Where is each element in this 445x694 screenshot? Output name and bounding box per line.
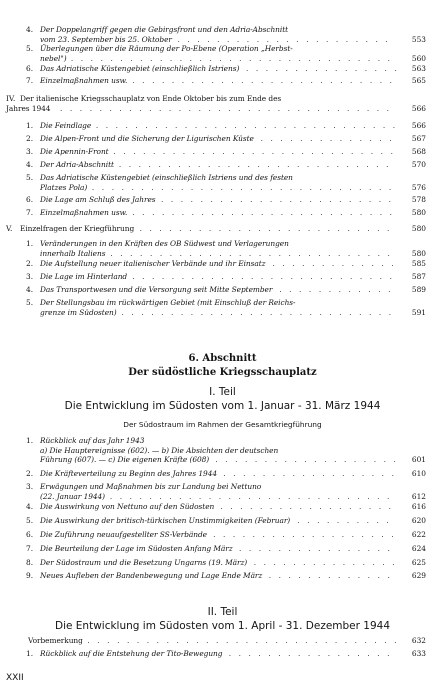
toc-entry-title-line: Das Adriatische Küstengebiet (einschließlich Istriens) [40, 64, 240, 73]
dot-leader: . . . . . . . . . . . . [279, 285, 394, 294]
dot-leader: . . . . . . . . . . . . . . . . . . [220, 502, 394, 511]
toc-entry-number: 9. [26, 571, 34, 580]
toc-entry-title-line: Vorbemerkung [28, 636, 83, 645]
toc-entry-page: 560 [411, 53, 426, 63]
part1-title [0, 394, 445, 413]
dot-leader: . . . . . . . . . . . . . . . . . . . . . . . . . . . . . [113, 147, 396, 156]
toc-entry-number: 1. [26, 239, 34, 248]
dot-leader: . . . . . . . . . . . . . . . . [245, 64, 400, 73]
section-number-text: 6. Abschnitt [188, 353, 257, 364]
toc-entry-title-line: Der Adria-Abschnitt [40, 160, 114, 169]
toc-entry-number: 3. [26, 147, 34, 156]
toc-entry-title-line: Der Südostraum und die Besetzung Ungarns (19. März) [40, 558, 248, 567]
dot-leader: . . . . . . . . . . . . . . . . . . . . . . . . . . . . . . . . [87, 636, 400, 645]
toc-entry-page: 578 [411, 195, 426, 204]
toc-entry-title-line: Einzelmaßnahmen usw. [40, 76, 128, 85]
toc-entry-title-line: Die Lage am Schluß des Jahres [40, 195, 156, 204]
toc-entry-number: 7. [26, 208, 34, 217]
toc-entry-page: 553 [411, 34, 426, 44]
toc-entry-page: 587 [411, 272, 426, 281]
toc-entry-page: 620 [411, 516, 426, 525]
dot-leader: . . . . . . . . . . . . . . . . . . . . . . . . . . . [132, 208, 395, 217]
toc-entry-title-line: a) Die Hauptereignisse (602). — b) Die Absichten der deutschen [40, 445, 279, 455]
dot-leader: . . . . . . . . . . . . . . . . . . . . . . . . . . . . . . . [95, 121, 398, 130]
toc-entry-number: 5. [26, 173, 34, 182]
toc-entry-number: 7. [26, 76, 34, 85]
toc-entry-number: 5. [26, 516, 34, 525]
toc-entry-title-line: Jahres 1944 [6, 103, 51, 113]
toc-entry-page: 566 [411, 121, 426, 130]
toc-entry-page: 589 [411, 285, 426, 294]
toc-entry-title-line: Die Auswirkung von Nettuno auf den Südosten [40, 502, 215, 511]
toc-entry-title-line: Die Apennin-Front [40, 147, 109, 156]
toc-entry-title-line: Die Lage im Hinterland [40, 272, 128, 281]
toc-entry-number: IV. [6, 94, 16, 103]
toc-entry-title-line: Die Zuführung neuaufgestellter SS-Verbände [40, 530, 207, 539]
dot-leader: . . . . . . . . . . . . . . . . . . [223, 469, 397, 478]
toc-entry-title-line: innerhalb Italiens [40, 248, 106, 258]
toc-entry-page: 612 [411, 491, 426, 501]
dot-leader: . . . . . . . . . . . . . [268, 571, 393, 580]
dot-leader: . . . . . . . . . . . . . . . . . . . . . . . . . . . . . . . . . [70, 53, 393, 63]
toc-entry-number: 6. [26, 64, 34, 73]
toc-entry-title-line: Die Beurteilung der Lage im Südosten Anfang März [40, 544, 233, 553]
toc-entry-page: 565 [411, 76, 426, 85]
dot-leader: . . . . . . . . . . . . . . . . . . . . . . [177, 34, 391, 44]
toc-entry-page: 625 [411, 558, 426, 567]
toc-entry-number: 6. [26, 195, 34, 204]
toc-entry-page: 580 [411, 224, 426, 233]
part2-title [0, 614, 445, 633]
toc-entry-page: 629 [411, 571, 426, 580]
toc-entry-title-line: vom 23. September bis 25. Oktober [40, 34, 172, 44]
toc-entry-title-line: grenze im Südosten) [40, 307, 117, 317]
toc-entry-page: 624 [411, 544, 426, 553]
toc-entry-title-line: Die Kräfteverteilung zu Beginn des Jahres 1944 [40, 469, 218, 478]
dot-leader: . . . . . . . . . . . . . . . . . . . [215, 455, 399, 465]
dot-leader: . . . . . . . . . . . . . . . . . . . . . . . . . . . . . [110, 248, 393, 258]
toc-entry-page: 568 [411, 147, 426, 156]
toc-entry-number: 4. [26, 25, 34, 34]
toc-entry-number: 5. [26, 44, 34, 53]
toc-entry-page: 591 [411, 307, 426, 317]
toc-entry-number: 2. [26, 134, 34, 143]
part2-title-text: Die Entwicklung im Südosten vom 1. April - 31. Dezember 1944 [54, 620, 391, 632]
dot-leader: . . . . . . . . . . . . . . . . . . . . . . . . . . . . . [109, 491, 392, 501]
dot-leader: . . . . . . . . . . . . . . . [253, 558, 398, 567]
toc-entry-number: 4. [26, 502, 34, 511]
toc-entry-title-line: Die Alpen-Front und die Sicherung der Ligurischen Küste [40, 134, 254, 143]
dot-leader: . . . . . . . . . . [297, 516, 392, 525]
toc-entry-page: 580 [411, 248, 426, 258]
page-number: XXII [6, 673, 24, 683]
toc-entry-title-line: Führung (607). — c) Die eigenen Kräfte (608) [40, 455, 210, 465]
toc-entry-number: 2. [26, 259, 34, 268]
toc-entry-number: 5. [26, 298, 34, 307]
toc-entry-number: 4. [26, 160, 34, 169]
toc-entry-title-line: (22. Januar 1944) [40, 491, 106, 501]
toc-entry-page: 632 [411, 636, 426, 645]
toc-entry-title-line: Rückblick auf das Jahr 1943 [40, 436, 145, 445]
part1-subtitle [0, 412, 445, 431]
toc-entry-page: 566 [411, 103, 426, 113]
toc-entry-number: 6. [26, 530, 34, 539]
dot-leader: . . . . . . . . . . . . . . . . . . . . . . . . . . . . [118, 160, 392, 169]
toc-entry-title-line: Die Auswirkung der britisch-türkischen Unstimmigkeiten (Februar) [40, 516, 291, 525]
toc-entry-page: 570 [411, 160, 426, 169]
toc-entry-title-line: Der Stellungsbau im rückwärtigen Gebiet (mit Einschluß der Reichs- [40, 298, 296, 307]
toc-entry-title-line: Einzelmaßnahmen usw. [40, 208, 128, 217]
toc-entry-page: 622 [411, 530, 426, 539]
section-title [0, 360, 445, 379]
toc-entry-title-line: Überlegungen über die Räumung der Po-Ebene (Operation „Herbst- [40, 44, 293, 53]
toc-entry-page: 610 [411, 469, 426, 478]
toc-entry-title-line: Der italienische Kriegsschauplatz von Ende Oktober bis zum Ende des [20, 94, 282, 103]
dot-leader: . . . . . . . . . . . . . . . . . . . . . . . . . . . [132, 272, 395, 281]
toc-entry-number: 1. [26, 436, 34, 445]
toc-entry-number: 8. [26, 558, 34, 567]
toc-entry-title-line: Die Aufstellung neuer italienischer Verbände und ihr Einsatz [40, 259, 266, 268]
dot-leader: . . . . . . . . . . . . . [272, 259, 397, 268]
toc-entry-page: 567 [411, 134, 426, 143]
dot-leader: . . . . . . . . . . . . . . . . . . . [213, 530, 397, 539]
dot-leader: . . . . . . . . . . . . . . . . . . . . . . . . . . . . [121, 307, 394, 317]
dot-leader: . . . . . . . . . . . . . . . . . [228, 649, 393, 658]
dot-leader: . . . . . . . . . . . . . . [260, 134, 395, 143]
toc-entry-title-line: Platzes Pola) [40, 182, 88, 192]
toc-entry-number: 3. [26, 482, 34, 491]
section-title-text: Der südöstliche Kriegsschauplatz [128, 367, 317, 378]
toc-entry-title-line: nebel") [40, 53, 67, 63]
toc-entry-title-line: Der Doppelangriff gegen die Gebirgsfront und den Adria-Abschnitt [40, 25, 289, 34]
toc-entry-page: 633 [411, 649, 426, 658]
toc-entry-number: V. [6, 224, 13, 233]
dot-leader: . . . . . . . . . . . . . . . . [238, 544, 393, 553]
toc-entry-title-line: Einzelfragen der Kriegführung [20, 224, 135, 233]
toc-entry-number: 4. [26, 285, 34, 294]
dot-leader: . . . . . . . . . . . . . . . . . . . . . . . . . . [139, 224, 392, 233]
part2-label: II. Teil [207, 606, 238, 618]
part1-title-text: Die Entwicklung im Südosten vom 1. Januar - 31. März 1944 [64, 400, 381, 412]
toc-entry-title-line: Das Transportwesen und die Versorgung seit Mitte September [40, 285, 273, 294]
dot-leader: . . . . . . . . . . . . . . . . . . . . . . . . . . . . . . . [91, 182, 394, 192]
toc-entry-page: 585 [411, 259, 426, 268]
toc-entry-page: 576 [411, 182, 426, 192]
toc-entry-title-line: Erwägungen und Maßnahmen bis zur Landung bei Nettuno [40, 482, 262, 491]
toc-entry-title-line: Die Feindlage [40, 121, 92, 130]
toc-entry-title-line: Rückblick auf die Entstehung der Tito-Bewegung [40, 649, 223, 658]
dot-leader: . . . . . . . . . . . . . . . . . . . . . . . . [160, 195, 394, 204]
toc-entry-page: 563 [411, 64, 426, 73]
toc-entry-number: 3. [26, 272, 34, 281]
toc-entry-title-line: Neues Aufleben der Bandenbewegung und Lage Ende März [40, 571, 263, 580]
toc-entry-number: 2. [26, 469, 34, 478]
toc-entry-number: 1. [26, 121, 34, 130]
dot-leader: . . . . . . . . . . . . . . . . . . . . . . . . . . . [132, 76, 395, 85]
toc-entry-page: 616 [411, 502, 426, 511]
part1-label: I. Teil [209, 386, 236, 398]
dot-leader: . . . . . . . . . . . . . . . . . . . . . . . . . . . . . . . . . . [60, 103, 392, 113]
toc-entry-title-line: Veränderungen in den Kräften des OB Südwest und Verlagerungen [40, 239, 289, 248]
toc-entry-title-line: Das Adriatische Küstengebiet (einschließlich Istriens und des festen [40, 173, 293, 182]
toc-entry-page: 580 [411, 208, 426, 217]
toc-entry-page: 601 [411, 455, 426, 465]
part1-subtitle-text: Der Südostraum im Rahmen der Gesamtkriegführung [123, 420, 322, 429]
toc-entry-number: 7. [26, 544, 34, 553]
toc-entry-number: 1. [26, 649, 34, 658]
